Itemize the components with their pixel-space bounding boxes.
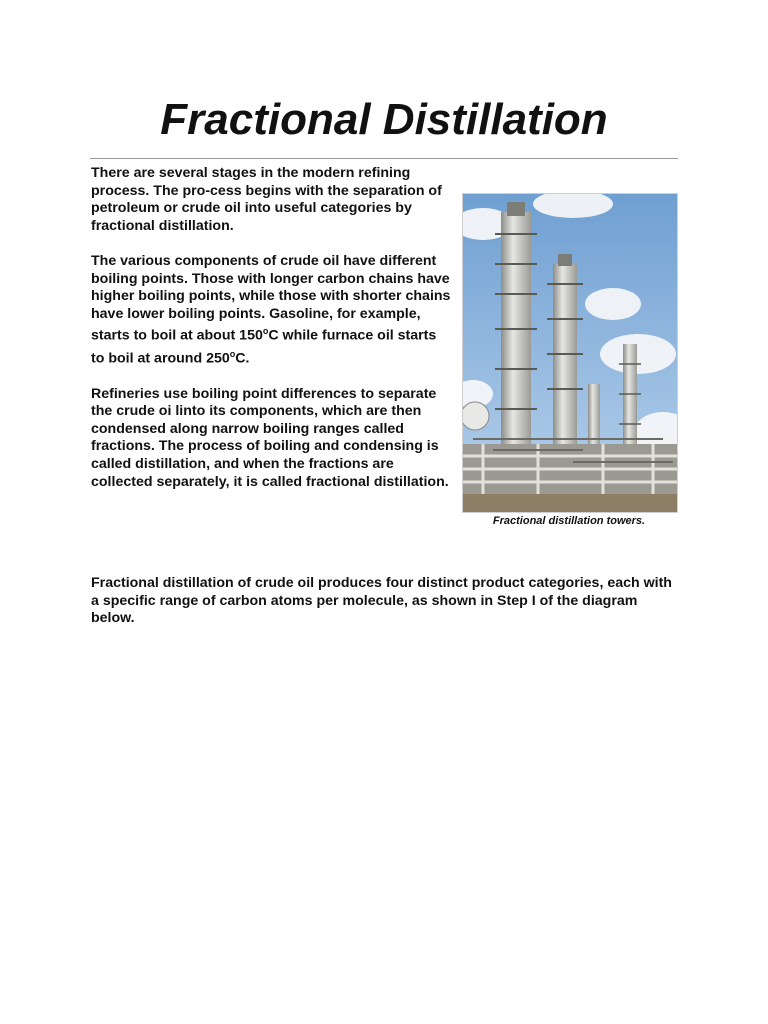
paragraph-boiling-points	[91, 253, 453, 368]
refinery-illustration	[463, 194, 677, 512]
paragraph-intro: There are several stages in the modern refining process. The pro-cess begins with the separation of petroleum or crude oil into useful categories by fractional distillation.	[91, 165, 442, 234]
degree-symbol: o	[229, 348, 236, 359]
paragraph-product-categories: Fractional distillation of crude oil produces four distinct product categories, each with a specific range of carbon atoms per molecule, as shown in Step I of the diagram below.	[91, 575, 672, 627]
degree-symbol: o	[262, 326, 269, 337]
figure-caption: Fractional distillation towers.	[492, 515, 646, 527]
paragraph-text: C.	[235, 350, 250, 367]
body-text-column	[91, 165, 453, 509]
paragraph-text: C while furnace oil starts to boil at around 250	[91, 328, 437, 367]
title-divider	[90, 158, 678, 159]
distillation-towers-photo	[462, 193, 678, 513]
paragraph-refineries: Refineries use boiling point differences to separate the crude oi linto its components, which are then condensed along narrow boiling ranges called fractions. The process of boiling and condensing is called distillation, and when the fractions are collected separately, it is called fractional distillation.	[91, 385, 449, 490]
page-title: Fractional Distillation	[160, 95, 608, 144]
paragraph-text: The various components of crude oil have different boiling points. Those with longer carbon chains have higher boiling points, while those with shorter chains have lower boiling points. Gasoline, for example, starts to boil at about 150	[91, 252, 451, 345]
